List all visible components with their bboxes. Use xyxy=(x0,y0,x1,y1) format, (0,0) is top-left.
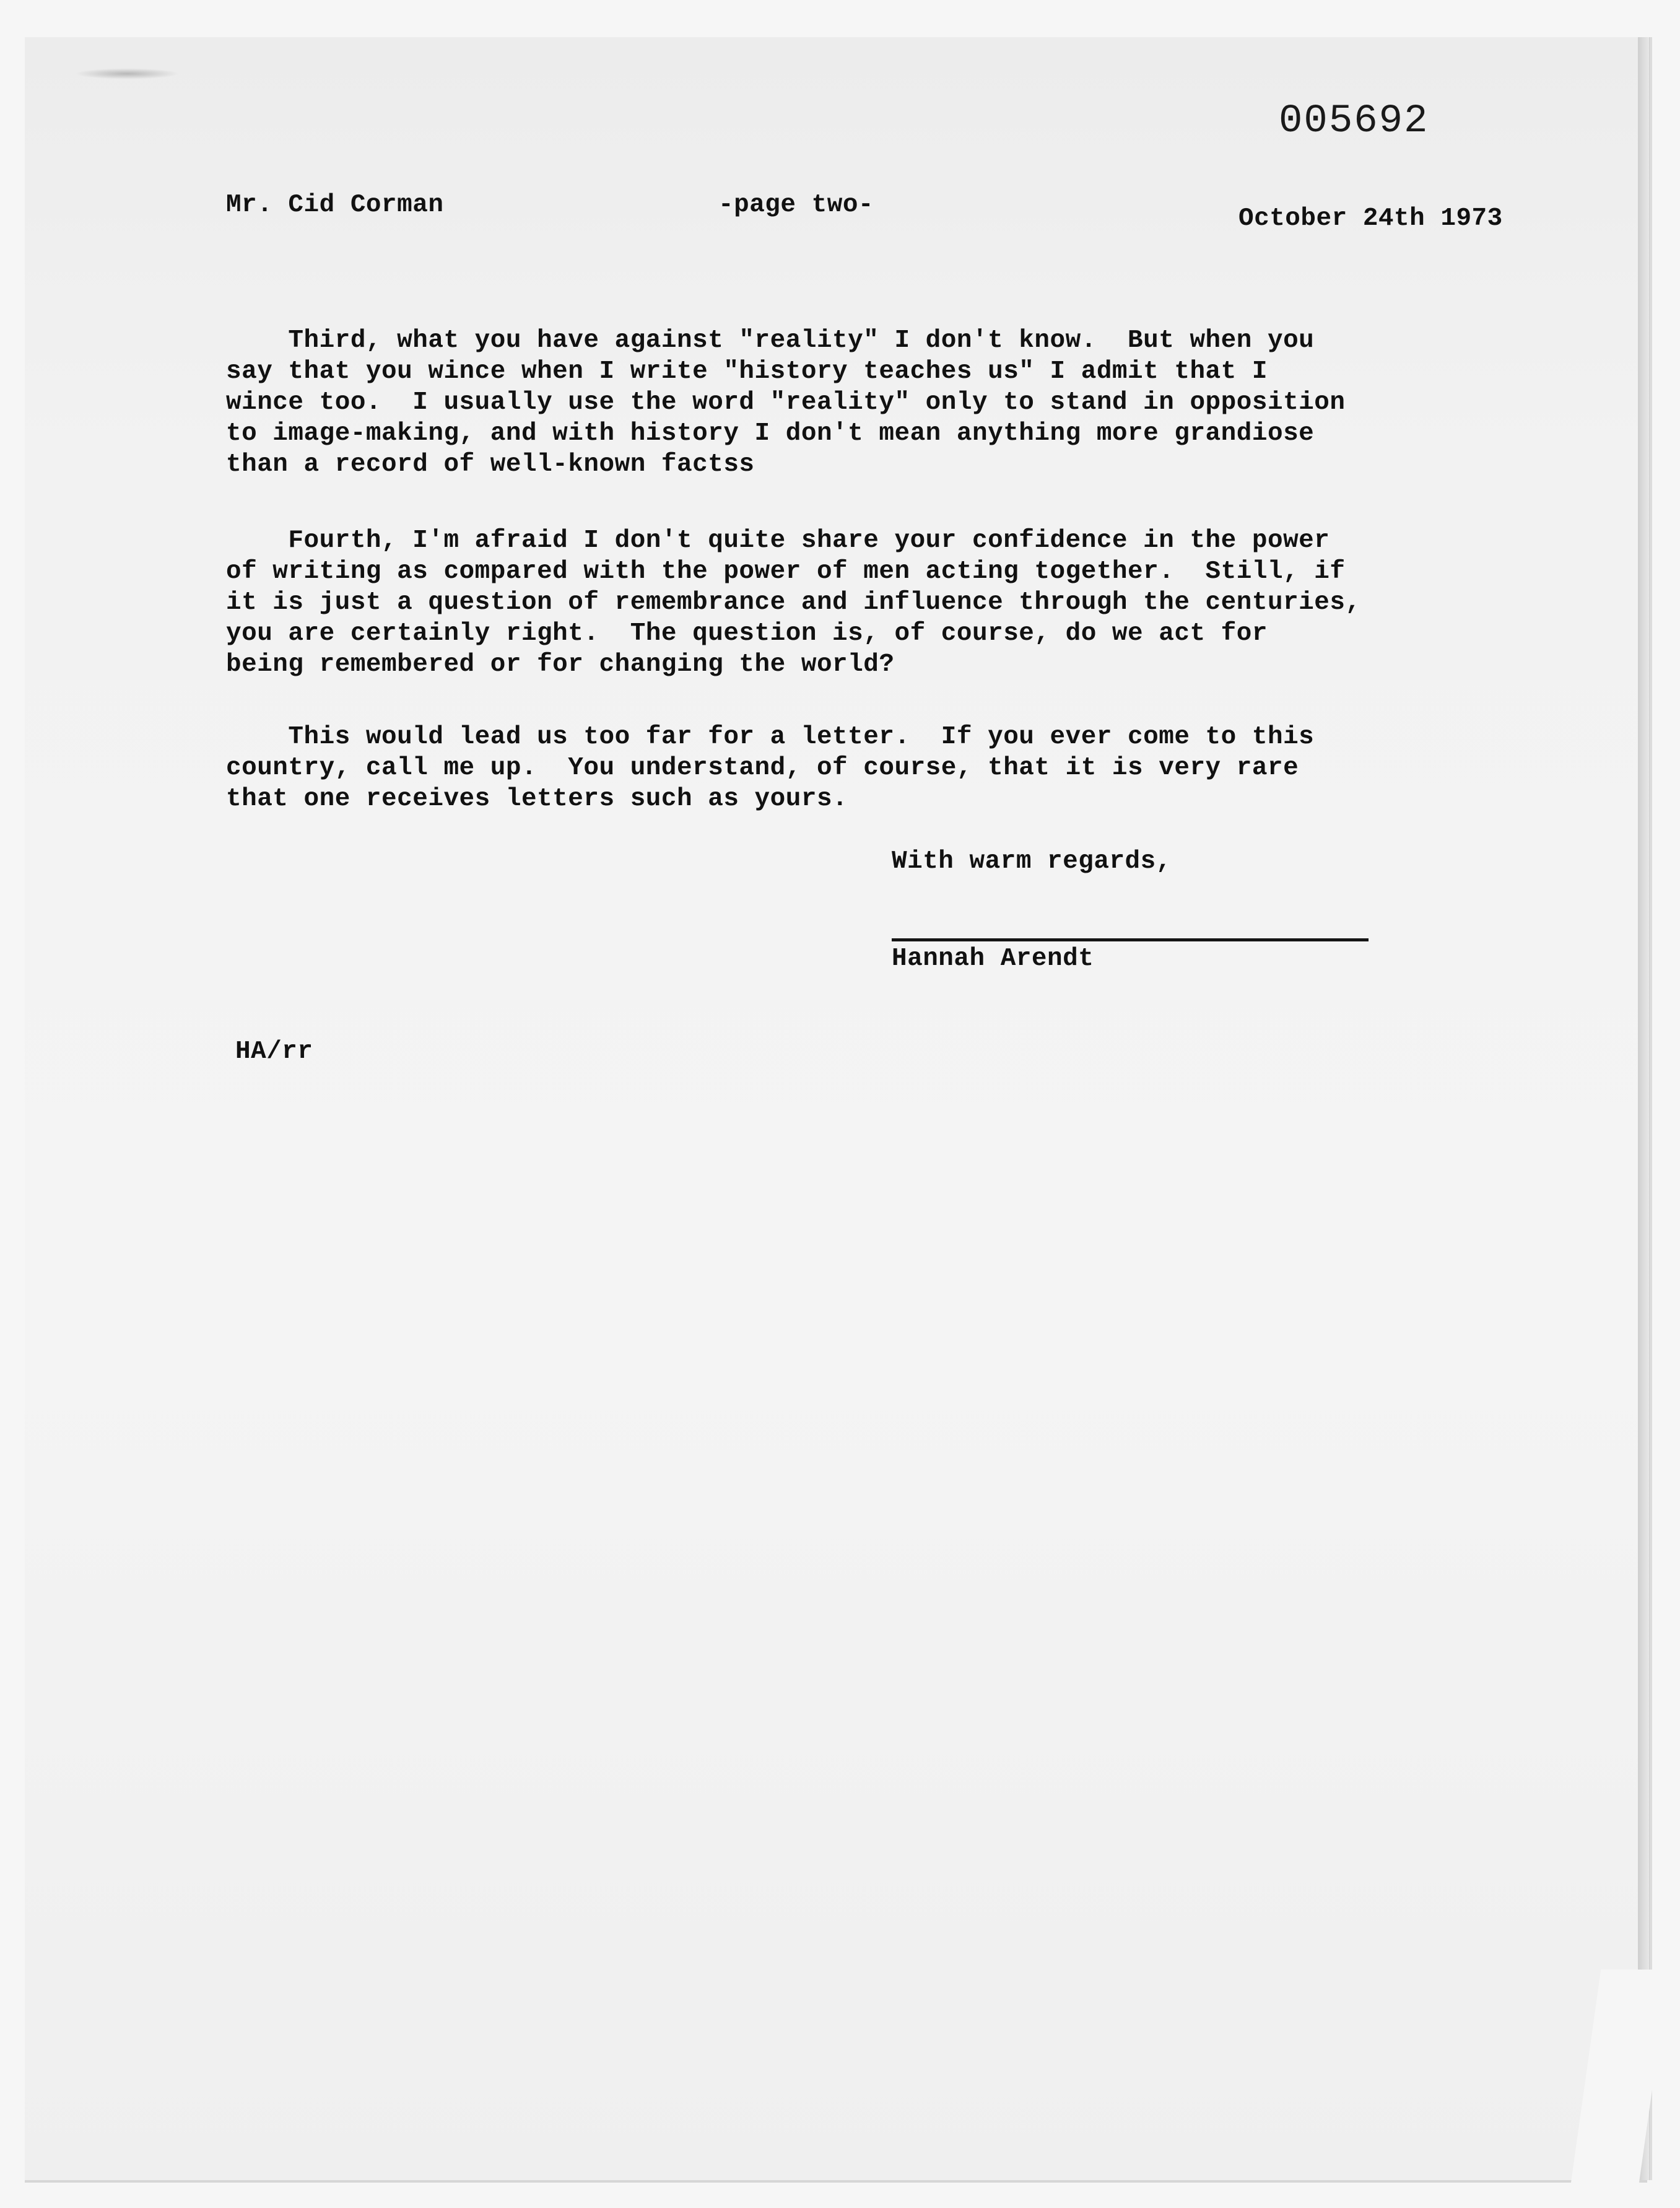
text-line: it is just a question of remembrance and influence through the centuries, xyxy=(226,588,1361,617)
text-line: of writing as compared with the power of men acting together. Still, if xyxy=(226,557,1346,586)
text-line: Fourth, I'm afraid I don't quite share your confidence in the power xyxy=(226,526,1330,555)
recipient-name: Mr. Cid Corman xyxy=(226,191,444,219)
typist-initials: HA/rr xyxy=(235,1037,313,1066)
complimentary-close: With warm regards, xyxy=(892,847,1172,876)
text-line: being remembered or for changing the world? xyxy=(226,650,895,679)
page-label: -page two- xyxy=(718,191,874,219)
text-line: country, call me up. You understand, of course, that it is very rare xyxy=(226,754,1299,782)
signer-name: Hannah Arendt xyxy=(892,945,1094,973)
paragraph-closing-remarks xyxy=(226,722,1314,814)
ink-smudge xyxy=(74,68,180,79)
text-line: This would lead us too far for a letter. If you ever come to this xyxy=(226,723,1315,751)
text-line: you are certainly right. The question is, of course, do we act for xyxy=(226,619,1268,648)
text-line: than a record of well-known factss xyxy=(226,450,755,479)
paper-edge xyxy=(1638,37,1649,2180)
text-line: Third, what you have against "reality" I don't know. But when you xyxy=(226,326,1315,355)
document-number: 005692 xyxy=(1279,99,1429,144)
paragraph-fourth xyxy=(226,525,1361,680)
text-line: wince too. I usually use the word "reality" only to stand in opposition xyxy=(226,388,1346,417)
text-line: to image-making, and with history I don't mean anything more grandiose xyxy=(226,419,1315,448)
letter-date: October 24th 1973 xyxy=(1238,204,1503,233)
signature-line xyxy=(892,938,1369,941)
text-line: that one receives letters such as yours. xyxy=(226,785,848,813)
paragraph-third xyxy=(226,325,1346,480)
text-line: say that you wince when I write "history teaches us" I admit that I xyxy=(226,357,1268,386)
